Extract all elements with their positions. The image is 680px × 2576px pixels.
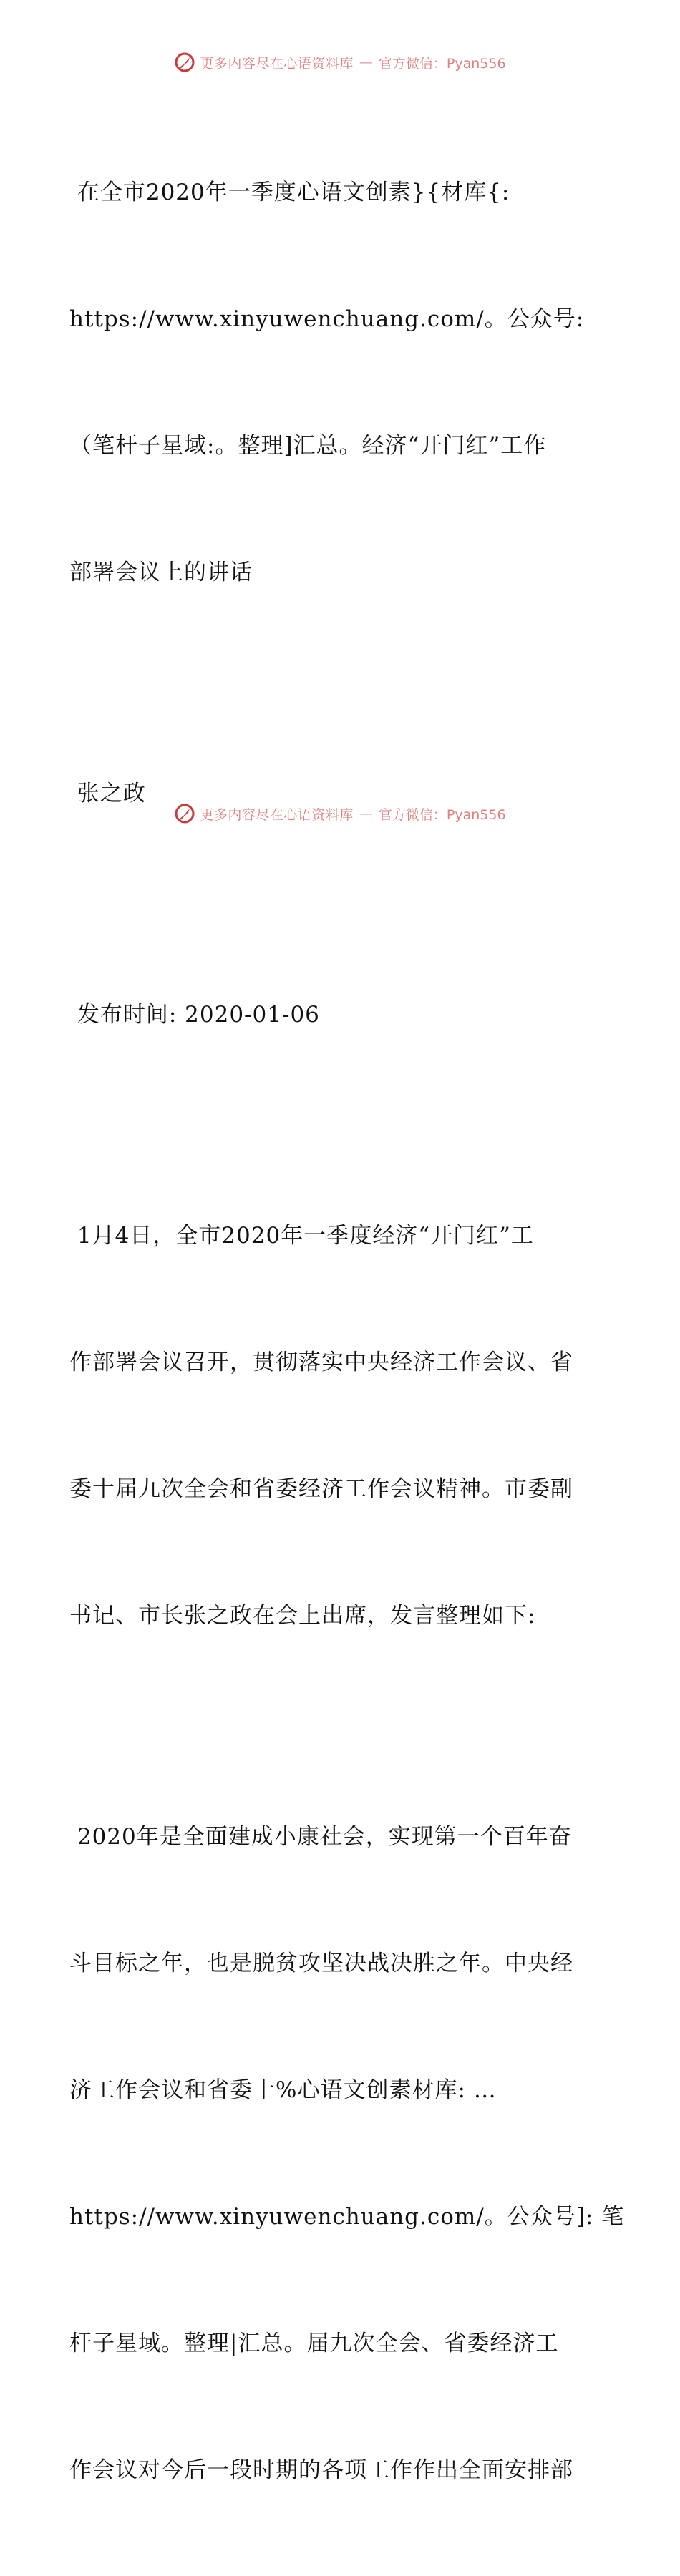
- publish-date-text: 发布时间: 2020-01-06: [69, 1002, 320, 1028]
- banner-dash: —: [359, 54, 373, 70]
- banner-wechat-text: 官方微信：Pyan556: [378, 806, 506, 823]
- banner-dash: —: [359, 806, 373, 821]
- title-line: https://www.xinyuwenchuang.com/。公众号:: [69, 306, 585, 332]
- paragraph-1: [69, 1131, 613, 1722]
- title-line: 在全市2020年一季度心语文创素}{材库{:: [69, 180, 510, 205]
- author-name: 张之政: [69, 781, 146, 806]
- header-watermark-banner: [0, 52, 680, 73]
- author-line: [69, 688, 613, 899]
- paragraph-line: 作部署会议召开，贯彻落实中央经济工作会议、省: [69, 1350, 573, 1375]
- document-title: [69, 87, 613, 678]
- banner-wechat-text: 官方微信：Pyan556: [378, 55, 506, 72]
- paragraph-line: 斗目标之年，也是脱贫攻坚决战决胜之年。中央经: [69, 1951, 573, 1976]
- publish-date: [69, 909, 613, 1121]
- paragraph-line: 杆子星域。整理|汇总。届九次全会、省委经济工: [69, 2331, 559, 2356]
- paragraph-line: 委十届九次全会和省委经济工作会议精神。市委副: [69, 1476, 573, 1502]
- quill-logo-icon: [174, 803, 195, 824]
- paragraph-line: 书记、市长张之政在会上出席，发言整理如下:: [69, 1603, 536, 1629]
- title-line: （笔杆子星域:。整理]汇总。经济“开门红”工作: [69, 433, 547, 459]
- banner-site-text: 更多内容尽在心语资料库: [200, 55, 354, 72]
- quill-logo-icon: [174, 52, 195, 73]
- paragraph-line: 作会议对今后一段时期的各项工作作出全面安排部: [69, 2457, 573, 2483]
- banner-site-text: 更多内容尽在心语资料库: [200, 806, 354, 823]
- paragraph-line: https://www.xinyuwenchuang.com/。公众号]: 笔: [69, 2204, 625, 2230]
- paragraph-line: 2020年是全面建成小康社会，实现第一个百年奋: [69, 1824, 572, 1850]
- paragraph-line: 济工作会议和省委十%心语文创素材库: …: [69, 2077, 497, 2103]
- paragraph-line: 1月4日，全市2020年一季度经济“开门红”工: [69, 1223, 534, 1249]
- paragraph-2: [69, 1732, 625, 2576]
- footer-watermark-banner: [0, 803, 680, 824]
- document-body: [69, 87, 625, 2576]
- title-line: 部署会议上的讲话: [69, 560, 253, 585]
